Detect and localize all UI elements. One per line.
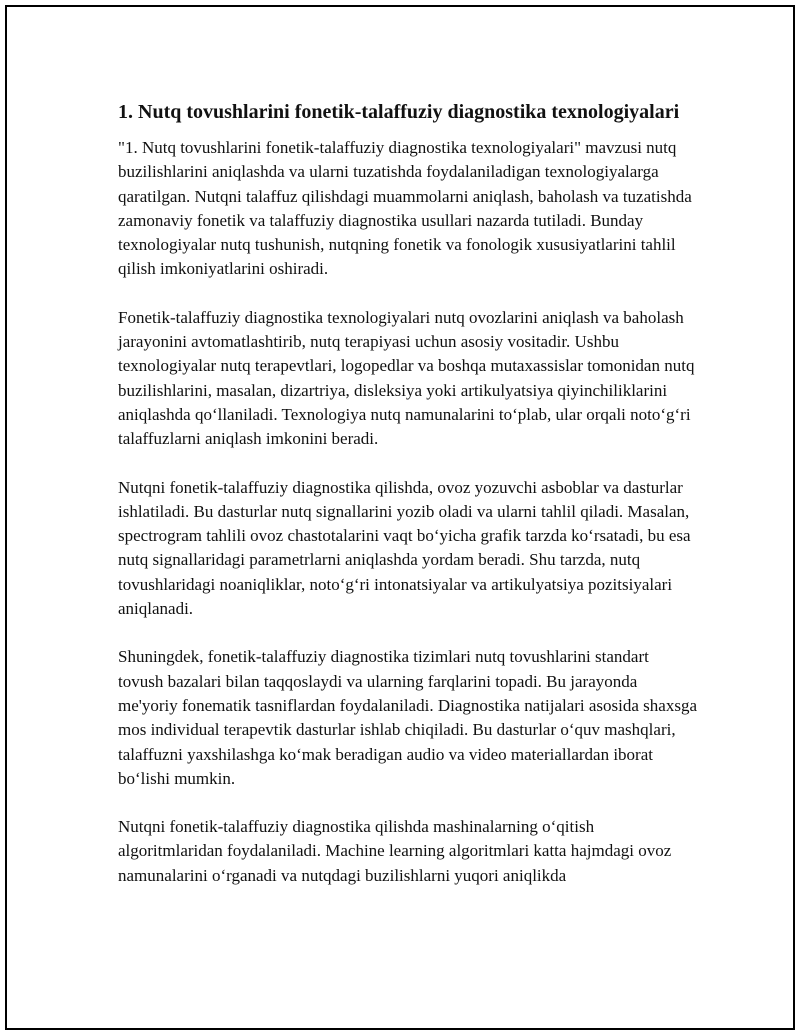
paragraph-1: "1. Nutq tovushlarini fonetik-talaffuziy diagnostika texnologiyalari" mavzusi nutq buzilishlarini aniqlashda va ularni tuzatishda foydalaniladigan texnologiyalarga qaratilgan. Nutqni talaffuz qilishdagi muammolarni aniqlash, baholash va tuzatishda zamonaviy fonetik va talaffuziy diagnostika usullari nazarda tutiladi. Bunday texnologiyalar nutq tushunish, nutqning fonetik va fonologik xususiyatlarini tahlil qilish imkoniyatlarini oshiradi. [118,138,692,279]
paragraph-5: Nutqni fonetik-talaffuziy diagnostika qilishda mashinalarning o‘qitish algoritmlaridan foydalaniladi. Machine learning algoritmlari katta hajmdagi ovoz namunalarini o‘rganadi va nutqdagi buzilishlarni yuqori aniqlikda [118,817,672,885]
document-body [118,99,698,912]
paragraph-2: Fonetik-talaffuziy diagnostika texnologiyalari nutq ovozlarini aniqlash va baholash jarayonini avtomatlashtirib, nutq terapiyasi uchun asosiy vositadir. Ushbu texnologiyalar nutq terapevtlari, logopedlar va boshqa mutaxassislar tomonidan nutq buzilishlarini, masalan, dizartriya, disleksiya yoki artikulyatsiya qiyinchiliklarini aniqlashda qo‘llaniladi. Texnologiya nutq namunalarini to‘plab, ular orqali noto‘g‘ri talaffuzlarni aniqlash imkonini beradi. [118,307,695,449]
paragraph-3: Nutqni fonetik-talaffuziy diagnostika qilishda, ovoz yozuvchi asboblar va dasturlar ishlatiladi. Bu dasturlar nutq signallarini yozib oladi va ularni tahlil qiladi. Masalan, spectrogram tahlili ovoz chastotalarini vaqt bo‘yicha grafik tarzda ko‘rsatadi, bu esa nutq signallaridagi parametrlarni aniqlashda yordam beradi. Shu tarzda, nutq tovushlaridagi noaniqliklar, noto‘g‘ri intonatsiyalar va artikulyatsiya pozitsiyalari aniqlanadi. [118,477,691,619]
paragraph-4: Shuningdek, fonetik-talaffuziy diagnostika tizimlari nutq tovushlarini standart tovush bazalari bilan taqqoslaydi va ularning farqlarini topadi. Bu jarayonda me'yoriy fonematik tasniflardan foydalaniladi. Diagnostika natijalari asosida shaxsga mos individual terapevtik dasturlar ishlab chiqiladi. Bu dasturlar o‘quv mashqlari, talaffuzni yaxshilashga ko‘mak beradigan audio va video materiallardan iborat bo‘lishi mumkin. [118,647,698,788]
document-title: 1. Nutq tovushlarini fonetik-talaffuziy diagnostika texnologiyalari [118,101,680,123]
document-page [5,5,795,1030]
